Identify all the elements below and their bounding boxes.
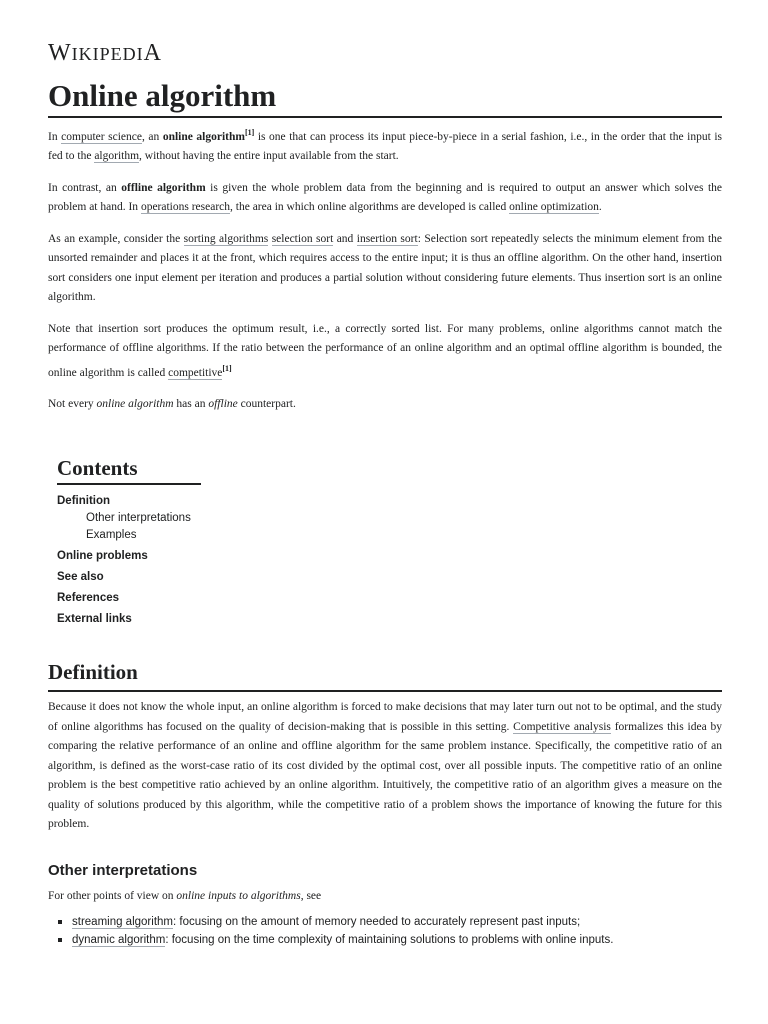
toc-item-definition[interactable]: Definition: [57, 495, 111, 507]
definition-section: [48, 698, 722, 847]
section-heading-definition: Definition: [48, 660, 722, 692]
list-item: streaming algorithm: focusing on the amount of memory needed to accurately represent past inputs;: [72, 913, 722, 931]
intro-paragraph-2: In contrast, an offline algorithm is given the whole problem data from the beginning and is required to output an answer which solves the problem at hand. In operations research, the area in which online algorithms are developed is called online optimization.: [48, 181, 723, 214]
link-insertion-sort[interactable]: insertion sort: [356, 232, 418, 245]
toc-item-online-problems[interactable]: Online problems: [57, 550, 148, 562]
intro-paragraph-5: Not every online algorithm has an offline counterpart.: [48, 398, 296, 411]
page-title: Online algorithm: [48, 76, 722, 118]
interpretations-list: [48, 913, 722, 949]
toc-item-external-links[interactable]: External links: [57, 613, 132, 625]
link-algorithm[interactable]: algorithm: [94, 150, 140, 163]
intro-paragraph-1: In computer science, an online algorithm[1] is one that can process its input piece-by-piece in a serial fashion, i.e., in the order that the input is fed to the algorithm, without having the entire input available from the start.: [48, 128, 722, 163]
intro-paragraph-3: As an example, consider the sorting algorithms selection sort and insertion sort: Selection sort repeatedly selects the minimum element from the unsorted remainder and places it at the front, which requires access to the entire input; it is thus an offline algorithm. On the other hand, insertion sort considers one input element per iteration and produces a partial solution without considering future elements. Thus insertion sort is an online algorithm.: [48, 232, 722, 304]
reference-1[interactable]: [1]: [244, 128, 255, 137]
toc-item-references[interactable]: References: [57, 592, 120, 604]
toc-item-see-also[interactable]: See also: [57, 571, 104, 583]
link-competitive-analysis[interactable]: Competitive analysis: [513, 720, 611, 733]
link-competitive[interactable]: competitive: [168, 366, 223, 379]
link-online-optimization[interactable]: online optimization: [509, 201, 599, 214]
article-intro: [48, 123, 722, 427]
section-heading-other-interpretations: Other interpretations: [48, 862, 198, 879]
definition-paragraph: Because it does not know the whole input, an online algorithm is forced to make decisions that may later turn out not to be optimal, and the study of online algorithms has focused on the quality of decision-making that is possible in this setting. Competitive analysis formalizes this idea by comparing the relative performance of an online and offline algorithm for the same problem instance. Specifically, the competitive ratio of an algorithm, is defined as the worst-case ratio of its cost divided by the optimal cost, over all possible inputs. The competitive ratio of an online problem is the best competitive ratio achieved by an online algorithm. Intuitively, the competitive ratio of an algorithm gives a measure on the quality of solutions produced by this algorithm, while the competitive ratio of a problem shows the importance of knowing the future for this problem.: [48, 701, 722, 830]
intro-paragraph-4: Note that insertion sort produces the optimum result, i.e., a correctly sorted list. For many problems, online algorithms cannot match the performance of offline algorithms. If the ratio between the performance of an online algorithm and an optimal offline algorithm is bounded, the online algorithm is called competitive[1]: [48, 322, 722, 379]
other-interpretations-lead: For other points of view on online inputs to algorithms, see: [48, 890, 322, 902]
toc-title: Contents: [57, 456, 201, 485]
table-of-contents: [57, 456, 201, 628]
link-operations-research[interactable]: operations research: [140, 201, 231, 214]
link-computer-science[interactable]: computer science: [61, 130, 142, 143]
wikipedia-wordmark[interactable]: WIKIPEDIA: [48, 40, 162, 66]
other-interpretations-section: [48, 887, 722, 949]
toc-item-examples[interactable]: Examples: [86, 529, 137, 541]
link-selection-sort[interactable]: selection sort: [271, 232, 334, 245]
list-item: dynamic algorithm: focusing on the time complexity of maintaining solutions to problems with online inputs.: [72, 931, 722, 949]
link-streaming-algorithm[interactable]: streaming algorithm: [72, 915, 173, 928]
link-dynamic-algorithm[interactable]: dynamic algorithm: [72, 933, 166, 946]
link-sorting-algorithms[interactable]: sorting algorithms: [183, 232, 269, 245]
toc-item-other-interpretations[interactable]: Other interpretations: [86, 512, 191, 524]
reference-1[interactable]: [1]: [222, 363, 232, 373]
